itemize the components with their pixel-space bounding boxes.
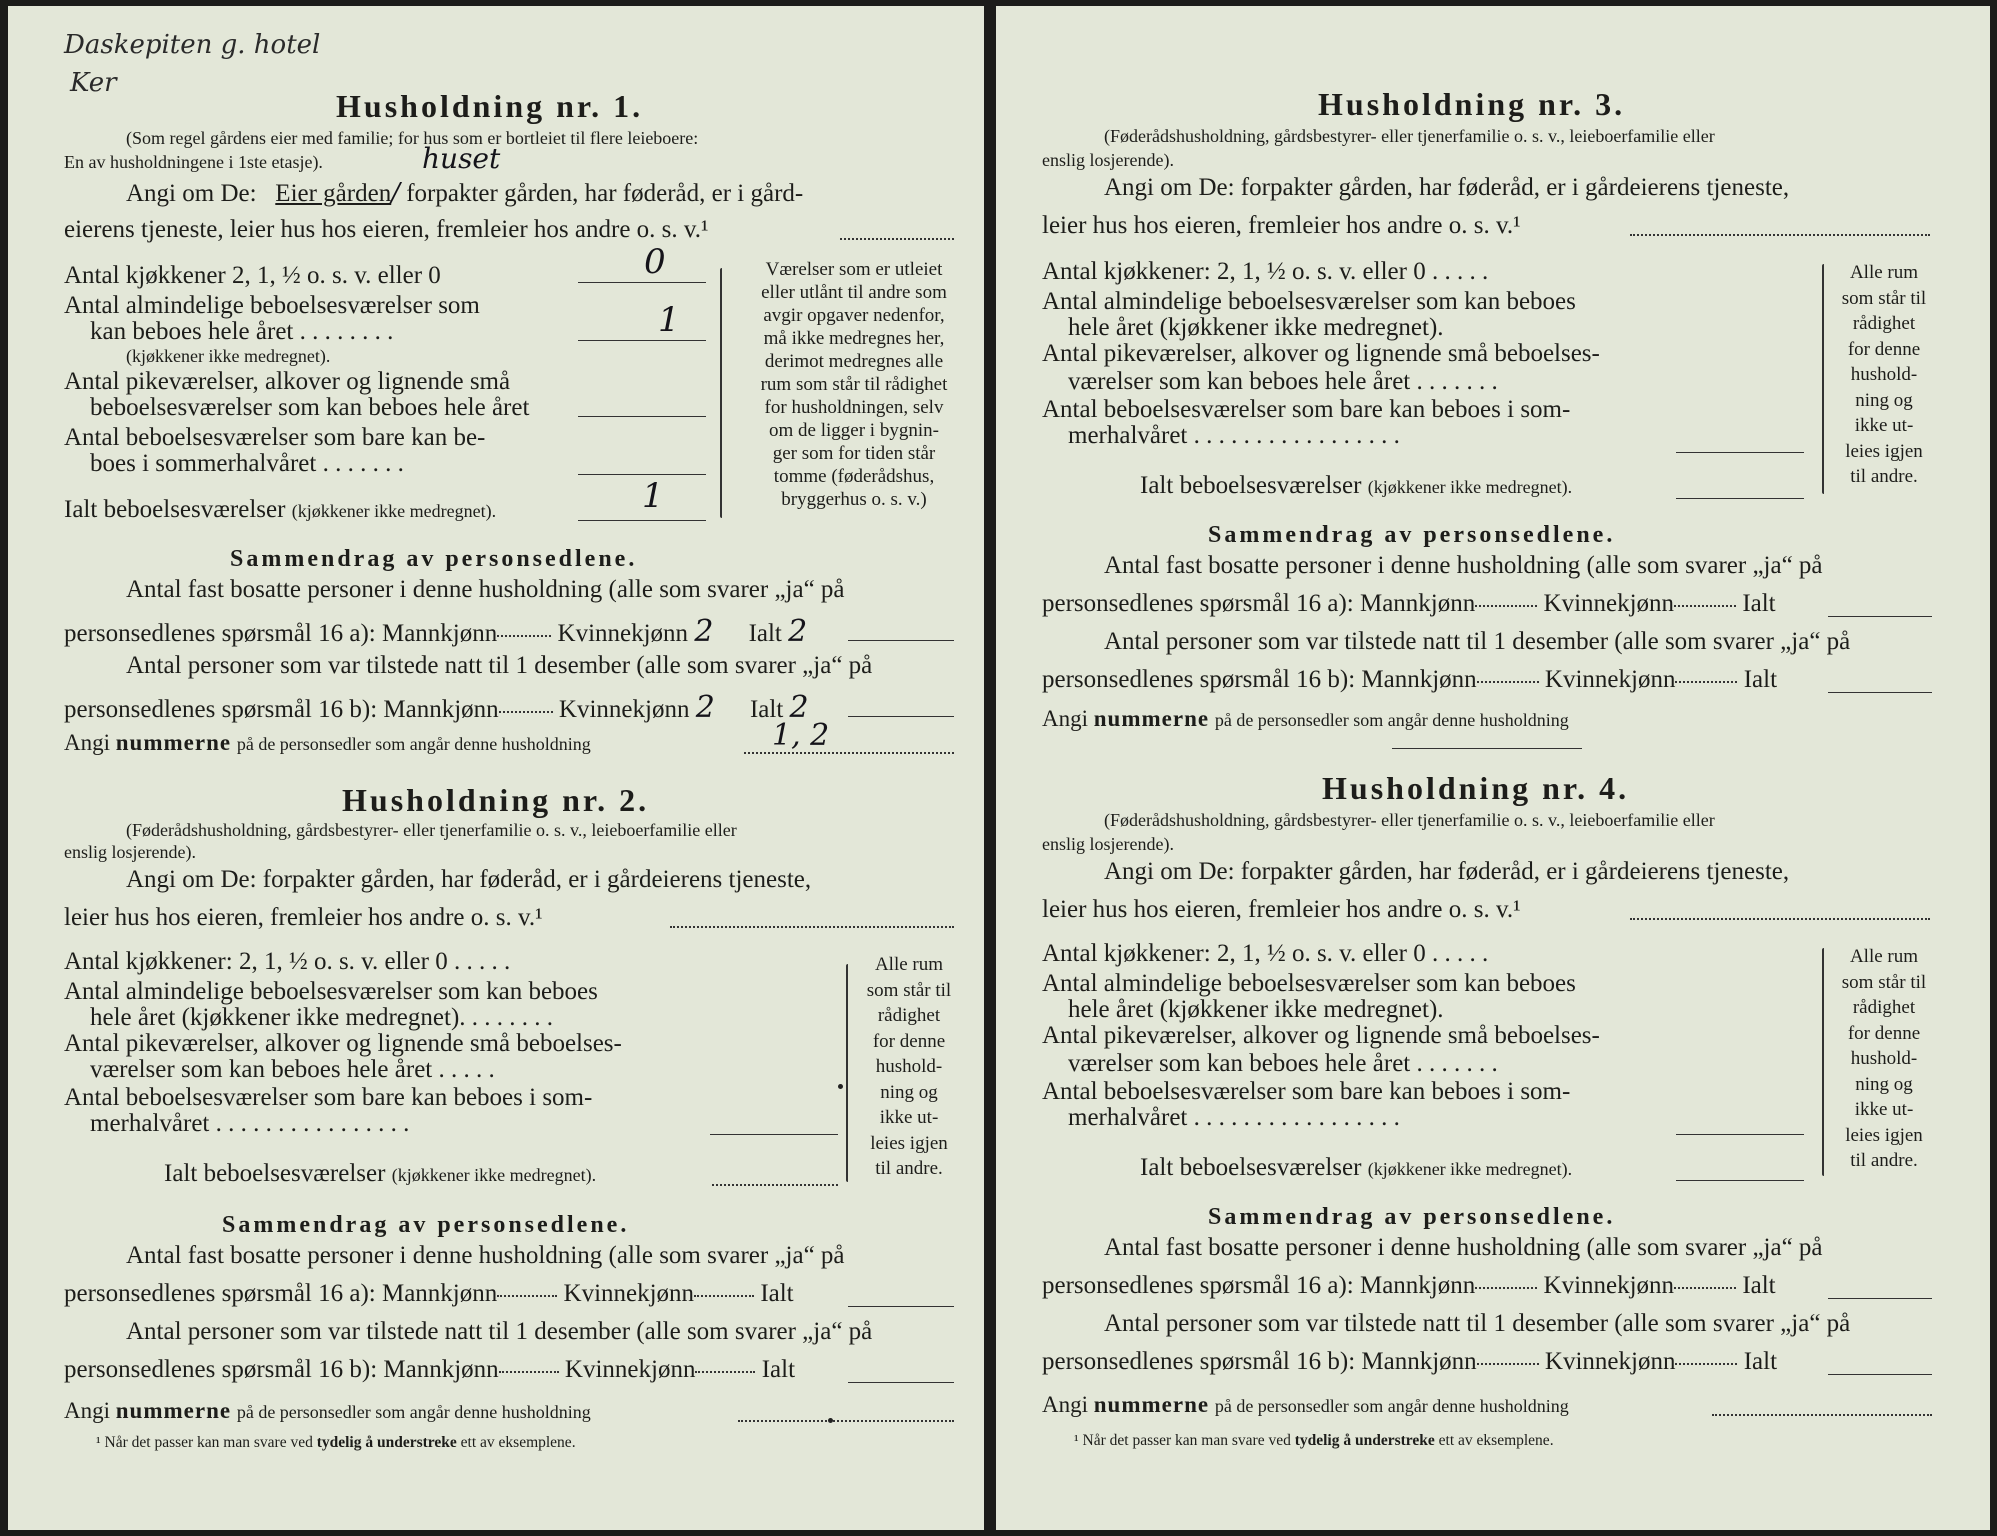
h3-num-c: på de personsedler som angår denne husholdning: [1214, 710, 1569, 730]
h2-s2-total-label: Ialt: [761, 1356, 796, 1383]
angi-label: Angi om De:: [126, 180, 257, 207]
h4-s2-total-label: Ialt: [1743, 1348, 1778, 1375]
h4-total-line: [1676, 1180, 1804, 1181]
h2-s1-total-label: Ialt: [760, 1280, 794, 1307]
h2-summary-line2: [64, 1280, 794, 1308]
h3-total-label: [1140, 472, 1572, 500]
h3-summary-line1: Antal fast bosatte personer i denne husholdning (alle som svarer „ja“ på: [1104, 552, 1823, 579]
h2-summary-line3: Antal personer som var tilstede natt til 1 desember (alle som svarer „ja“ på: [126, 1318, 873, 1345]
h1-numbers-line: [64, 730, 591, 756]
h3-summary-heading: Sammendrag av personsedlene.: [1208, 522, 1616, 548]
h2-num-a: Angi: [64, 1398, 110, 1423]
h3-small-rooms-label-b: værelser som kan beboes hele året . . . . . . .: [1068, 368, 1498, 395]
h3-s1-female-label: Kvinnekjønn: [1543, 590, 1675, 617]
h4-summer-line: [1676, 1134, 1804, 1135]
left-page: [8, 6, 984, 1530]
h2-numbers-fill: [738, 1420, 954, 1422]
h1-s2-label: personsedlenes spørsmål 16 b): Mannkjønn: [64, 696, 499, 723]
h1-kitchens-label: Antal kjøkkener 2, 1, ½ o. s. v. eller 0: [64, 262, 441, 289]
h2-summer-label-b: merhalvåret . . . . . . . . . . . . . . . .: [90, 1110, 410, 1137]
h4-num-a: Angi: [1042, 1392, 1088, 1417]
h1-small-rooms-line: [578, 416, 706, 417]
h1-total-label: [64, 496, 496, 524]
left-footnote: [96, 1434, 576, 1452]
household-1-angi-line1: Angi om De: Eier gården/ forpakter gården, har føderåd, er i gård-: [126, 178, 804, 208]
h1-total-line: [578, 520, 706, 521]
angi-eier-garden-underlined: Eier gården: [275, 180, 392, 207]
household-4-angi-line2: leier hus hos eieren, fremleier hos andre o. s. v.¹: [1042, 896, 1521, 923]
h3-numbers-line: [1042, 706, 1569, 732]
h2-angi-fill: [670, 926, 954, 928]
h1-s1-female-label: Kvinnekjønn: [557, 620, 689, 647]
h3-rooms-label-a: Antal almindelige beboelsesværelser som kan beboes: [1042, 288, 1576, 315]
handwritten-note-line2: Ker: [70, 68, 117, 98]
h1-s1-total-line: [848, 640, 954, 641]
h1-s1-total-value: 2: [788, 614, 808, 649]
household-3-angi-line2: leier hus hos eieren, fremleier hos andre o. s. v.¹: [1042, 212, 1521, 239]
h3-kitchens-label: Antal kjøkkener: 2, 1, ½ o. s. v. eller 0 . . . . .: [1042, 258, 1489, 285]
h4-summary-line3: Antal personer som var tilstede natt til 1 desember (alle som svarer „ja“ på: [1104, 1310, 1851, 1337]
h4-s1-total-line: [1828, 1298, 1932, 1299]
h2-num-c: på de personsedler som angår denne husholdning: [236, 1402, 591, 1422]
h1-summary-heading: Sammendrag av personsedlene.: [230, 546, 638, 572]
h1-total-label-b: (kjøkkener ikke medregnet).: [291, 501, 497, 521]
handwritten-note-line1: Daskepiten g. hotel: [64, 30, 321, 60]
h4-s1-total-label: Ialt: [1742, 1272, 1776, 1299]
h3-small-rooms-label-a: Antal pikeværelser, alkover og lignende små beboelses-: [1042, 340, 1600, 367]
household-2-angi-line1: Angi om De: forpakter gården, har føderåd, er i gårdeierens tjeneste,: [126, 866, 812, 893]
h4-total-label-a: Ialt beboelsesværelser: [1140, 1154, 1362, 1181]
h4-summary-line1: Antal fast bosatte personer i denne husholdning (alle som svarer „ja“ på: [1104, 1234, 1823, 1261]
h3-rooms-label-b: hele året (kjøkkener ikke medregnet).: [1068, 314, 1444, 341]
ink-dot-2: [828, 1418, 833, 1423]
h3-brace: [1822, 264, 1824, 494]
household-3-intro-line1: (Føderådshusholdning, gårdsbestyrer- eller tjenerfamilie o. s. v., leieboerfamilie eller: [1104, 126, 1715, 146]
h4-s2-label: personsedlenes spørsmål 16 b): Mannkjønn: [1042, 1348, 1477, 1375]
h1-s2-female-label: Kvinnekjønn: [558, 696, 690, 723]
footnote-c: ett av eksemplene.: [460, 1434, 576, 1451]
h1-summer-label-b: boes i sommerhalvåret . . . . . . .: [90, 450, 404, 477]
h1-summer-label-a: Antal beboelsesværelser som bare kan be-: [64, 424, 486, 451]
household-1-intro-line1: (Som regel gårdens eier med familie; for hus som er bortleiet til flere leieboere:: [126, 128, 699, 148]
h4-s1-female-label: Kvinnekjønn: [1543, 1272, 1675, 1299]
h2-s1-total-line: [848, 1306, 954, 1307]
h2-total-line: [712, 1184, 838, 1186]
h1-s2-total-label: Ialt: [749, 696, 784, 723]
h4-s2-female-label: Kvinnekjønn: [1544, 1348, 1676, 1375]
h1-summary-line4: [64, 690, 809, 725]
h4-small-rooms-label-a: Antal pikeværelser, alkover og lignende små beboelses-: [1042, 1022, 1600, 1049]
household-2-angi-line2: leier hus hos eieren, fremleier hos andre o. s. v.¹: [64, 904, 543, 931]
h1-summary-line1: Antal fast bosatte personer i denne husholdning (alle som svarer „ja“ på: [126, 576, 845, 603]
h3-total-label-a: Ialt beboelsesværelser: [1140, 472, 1362, 499]
h2-s2-female-label: Kvinnekjønn: [564, 1356, 696, 1383]
h2-numbers-line: [64, 1398, 591, 1424]
h2-brace: [846, 964, 848, 1182]
h4-small-rooms-label-b: værelser som kan beboes hele året . . . . . . .: [1068, 1050, 1498, 1077]
h1-rooms-value: 1: [658, 300, 680, 340]
h4-rooms-label-a: Antal almindelige beboelsesværelser som kan beboes: [1042, 970, 1576, 997]
h2-total-label: [164, 1160, 596, 1188]
h4-numbers-fill: [1712, 1414, 1932, 1416]
h1-small-rooms-label-b: beboelsesværelser som kan beboes hele året: [90, 394, 530, 421]
h1-s2-female-value: 2: [695, 690, 715, 725]
right-page: [996, 6, 1990, 1530]
household-4-intro-line1: (Føderådshusholdning, gårdsbestyrer- eller tjenerfamilie o. s. v., leieboerfamilie eller: [1104, 810, 1715, 830]
h4-num-c: på de personsedler som angår denne husholdning: [1214, 1396, 1569, 1416]
h3-s2-total-label: Ialt: [1743, 666, 1778, 693]
h4-summer-label-a: Antal beboelsesværelser som bare kan beboes i som-: [1042, 1078, 1571, 1105]
h1-small-rooms-label-a: Antal pikeværelser, alkover og lignende små: [64, 368, 511, 395]
h3-summer-line: [1676, 452, 1804, 453]
h4-summary-line4: [1042, 1348, 1777, 1376]
h3-total-line: [1676, 498, 1804, 499]
h2-summary-line1: Antal fast bosatte personer i denne husholdning (alle som svarer „ja“ på: [126, 1242, 845, 1269]
h3-s1-total-line: [1828, 616, 1932, 617]
h1-side-note: Værelser som er utleiet eller utlånt til andre som avgir opgaver nedenfor, må ikke medregnes her, derimot medregnes alle rum som står til rådighet for husholdningen, selv om de ligger i bygnin- ger som for tiden står tomme (føderådshus, bryggerhus o. s. v.): [760, 259, 948, 510]
right-footnote: [1074, 1432, 1554, 1450]
household-2-intro-line2: enslig losjerende).: [64, 842, 196, 862]
h2-side-note: Alle rum som står til rådighet for denne hushold- ning og ikke ut- leies igjen til andre.: [866, 954, 952, 1179]
household-3-intro-line2: enslig losjerende).: [1042, 150, 1174, 170]
household-4-angi-line1: Angi om De: forpakter gården, har føderåd, er i gårdeierens tjeneste,: [1104, 858, 1790, 885]
h1-rooms-label-c: (kjøkkener ikke medregnet).: [126, 346, 331, 366]
h2-num-b: nummerne: [115, 1398, 232, 1423]
h4-side-note: Alle rum som står til rådighet for denne hushold- ning og ikke ut- leies igjen til andre.: [1841, 946, 1927, 1171]
h4-s2-total-line: [1828, 1374, 1932, 1375]
h1-s1-total-label: Ialt: [748, 620, 782, 647]
h4-total-label: [1140, 1154, 1572, 1182]
h3-s2-female-label: Kvinnekjønn: [1544, 666, 1676, 693]
h4-total-label-b: (kjøkkener ikke medregnet).: [1367, 1159, 1573, 1179]
h2-summer-label-a: Antal beboelsesværelser som bare kan beboes i som-: [64, 1084, 593, 1111]
h1-total-value: 1: [642, 476, 664, 516]
h3-s1-total-label: Ialt: [1742, 590, 1776, 617]
h2-summary-line4: [64, 1356, 795, 1384]
h3-side-note: Alle rum som står til rådighet for denne hushold- ning og ikke ut- leies igjen til andre.: [1841, 262, 1927, 487]
h2-rooms-label-a: Antal almindelige beboelsesværelser som kan beboes: [64, 978, 598, 1005]
household-1-intro-line2: En av husholdningene i 1ste etasje).: [64, 152, 323, 172]
h2-s1-label: personsedlenes spørsmål 16 a): Mannkjønn: [64, 1280, 498, 1307]
h1-rooms-label-b: kan beboes hele året . . . . . . . .: [90, 318, 394, 345]
h2-total-label-b: (kjøkkener ikke medregnet).: [391, 1165, 597, 1185]
h3-s2-label: personsedlenes spørsmål 16 b): Mannkjønn: [1042, 666, 1477, 693]
h1-summer-line: [578, 474, 706, 475]
h4-summer-label-b: merhalvåret . . . . . . . . . . . . . . . . .: [1068, 1104, 1400, 1131]
household-2-intro-line1: (Føderådshusholdning, gårdsbestyrer- eller tjenerfamilie o. s. v., leieboerfamilie eller: [126, 820, 737, 840]
h2-summary-heading: Sammendrag av personsedlene.: [222, 1212, 630, 1238]
h2-total-label-a: Ialt beboelsesværelser: [164, 1160, 386, 1187]
h1-numbers-value: 1, 2: [772, 718, 830, 753]
h1-num-b: nummerne: [115, 730, 232, 755]
h1-brace: [720, 268, 722, 518]
h3-divider: [1392, 748, 1582, 749]
angi-fill-line: [840, 238, 954, 240]
h1-s1-female-value: 2: [694, 614, 714, 649]
h3-summary-line4: [1042, 666, 1777, 694]
footnote-a-right: ¹ Når det passer kan man svare ved: [1074, 1432, 1291, 1449]
household-3-angi-line1: Angi om De: forpakter gården, har føderåd, er i gårdeierens tjeneste,: [1104, 174, 1790, 201]
h3-num-b: nummerne: [1093, 706, 1210, 731]
h3-s2-total-line: [1828, 692, 1932, 693]
household-2-title: Husholdning nr. 2.: [342, 782, 650, 818]
h1-s2-total-value: 2: [789, 690, 809, 725]
h3-num-a: Angi: [1042, 706, 1088, 731]
h1-num-c: på de personsedler som angår denne husholdning: [236, 734, 591, 754]
h3-summer-label-b: merhalvåret . . . . . . . . . . . . . . . . .: [1068, 422, 1400, 449]
footnote-b-right: tydelig å understreke: [1294, 1432, 1435, 1449]
footnote-a: ¹ Når det passer kan man svare ved: [96, 1434, 313, 1451]
footnote-b: tydelig å understreke: [316, 1434, 457, 1451]
h1-summary-line2: [64, 614, 807, 649]
h2-small-rooms-label-b: værelser som kan beboes hele året . . . . .: [90, 1056, 495, 1083]
h1-rooms-label-a: Antal almindelige beboelsesværelser som: [64, 292, 480, 319]
h3-summary-line3: Antal personer som var tilstede natt til 1 desember (alle som svarer „ja“ på: [1104, 628, 1851, 655]
h4-summary-line2: [1042, 1272, 1776, 1300]
h4-angi-fill: [1630, 918, 1930, 920]
household-1-angi-line2: eierens tjeneste, leier hus hos eieren, fremleier hos andre o. s. v.¹: [64, 216, 709, 243]
h1-s2-total-line: [848, 716, 954, 717]
h1-summary-line3: Antal personer som var tilstede natt til 1 desember (alle som svarer „ja“ på: [126, 652, 873, 679]
h4-rooms-label-b: hele året (kjøkkener ikke medregnet).: [1068, 996, 1444, 1023]
h3-angi-fill: [1630, 234, 1930, 236]
h4-s1-label: personsedlenes spørsmål 16 a): Mannkjønn: [1042, 1272, 1476, 1299]
h2-s2-label: personsedlenes spørsmål 16 b): Mannkjønn: [64, 1356, 499, 1383]
h1-s1-label: personsedlenes spørsmål 16 a): Mannkjønn: [64, 620, 498, 647]
ink-dot: [838, 1084, 843, 1089]
h2-small-rooms-label-a: Antal pikeværelser, alkover og lignende små beboelses-: [64, 1030, 622, 1057]
h4-numbers-line: [1042, 1392, 1569, 1418]
h4-kitchens-label: Antal kjøkkener: 2, 1, ½ o. s. v. eller 0 . . . . .: [1042, 940, 1489, 967]
household-4-intro-line2: enslig losjerende).: [1042, 834, 1174, 854]
h3-summary-line2: [1042, 590, 1776, 618]
household-1-intro-handwriting: huset: [422, 142, 501, 175]
h2-rooms-label-b: hele året (kjøkkener ikke medregnet). . . . . . . .: [90, 1004, 554, 1031]
h4-num-b: nummerne: [1093, 1392, 1210, 1417]
h1-kitchens-line: [578, 282, 706, 283]
h1-total-label-a: Ialt beboelsesværelser: [64, 496, 286, 523]
h2-s1-female-label: Kvinnekjønn: [563, 1280, 695, 1307]
h3-s1-label: personsedlenes spørsmål 16 a): Mannkjønn: [1042, 590, 1476, 617]
h2-summer-line: [710, 1134, 838, 1135]
h4-brace: [1822, 948, 1824, 1176]
h3-total-label-b: (kjøkkener ikke medregnet).: [1367, 477, 1573, 497]
h1-rooms-line: [578, 340, 706, 341]
h2-kitchens-label: Antal kjøkkener: 2, 1, ½ o. s. v. eller 0 . . . . .: [64, 948, 511, 975]
h4-summary-heading: Sammendrag av personsedlene.: [1208, 1204, 1616, 1230]
household-1-title: Husholdning nr. 1.: [336, 88, 644, 124]
h3-summer-label-a: Antal beboelsesværelser som bare kan beboes i som-: [1042, 396, 1571, 423]
h2-s2-total-line: [848, 1382, 954, 1383]
household-4-title: Husholdning nr. 4.: [1322, 770, 1630, 806]
angi-options: forpakter gården, har føderåd, er i gård-: [406, 180, 804, 207]
h1-kitchens-value: 0: [644, 242, 666, 282]
footnote-c-right: ett av eksemplene.: [1438, 1432, 1554, 1449]
household-3-title: Husholdning nr. 3.: [1318, 86, 1626, 122]
h1-num-a: Angi: [64, 730, 110, 755]
